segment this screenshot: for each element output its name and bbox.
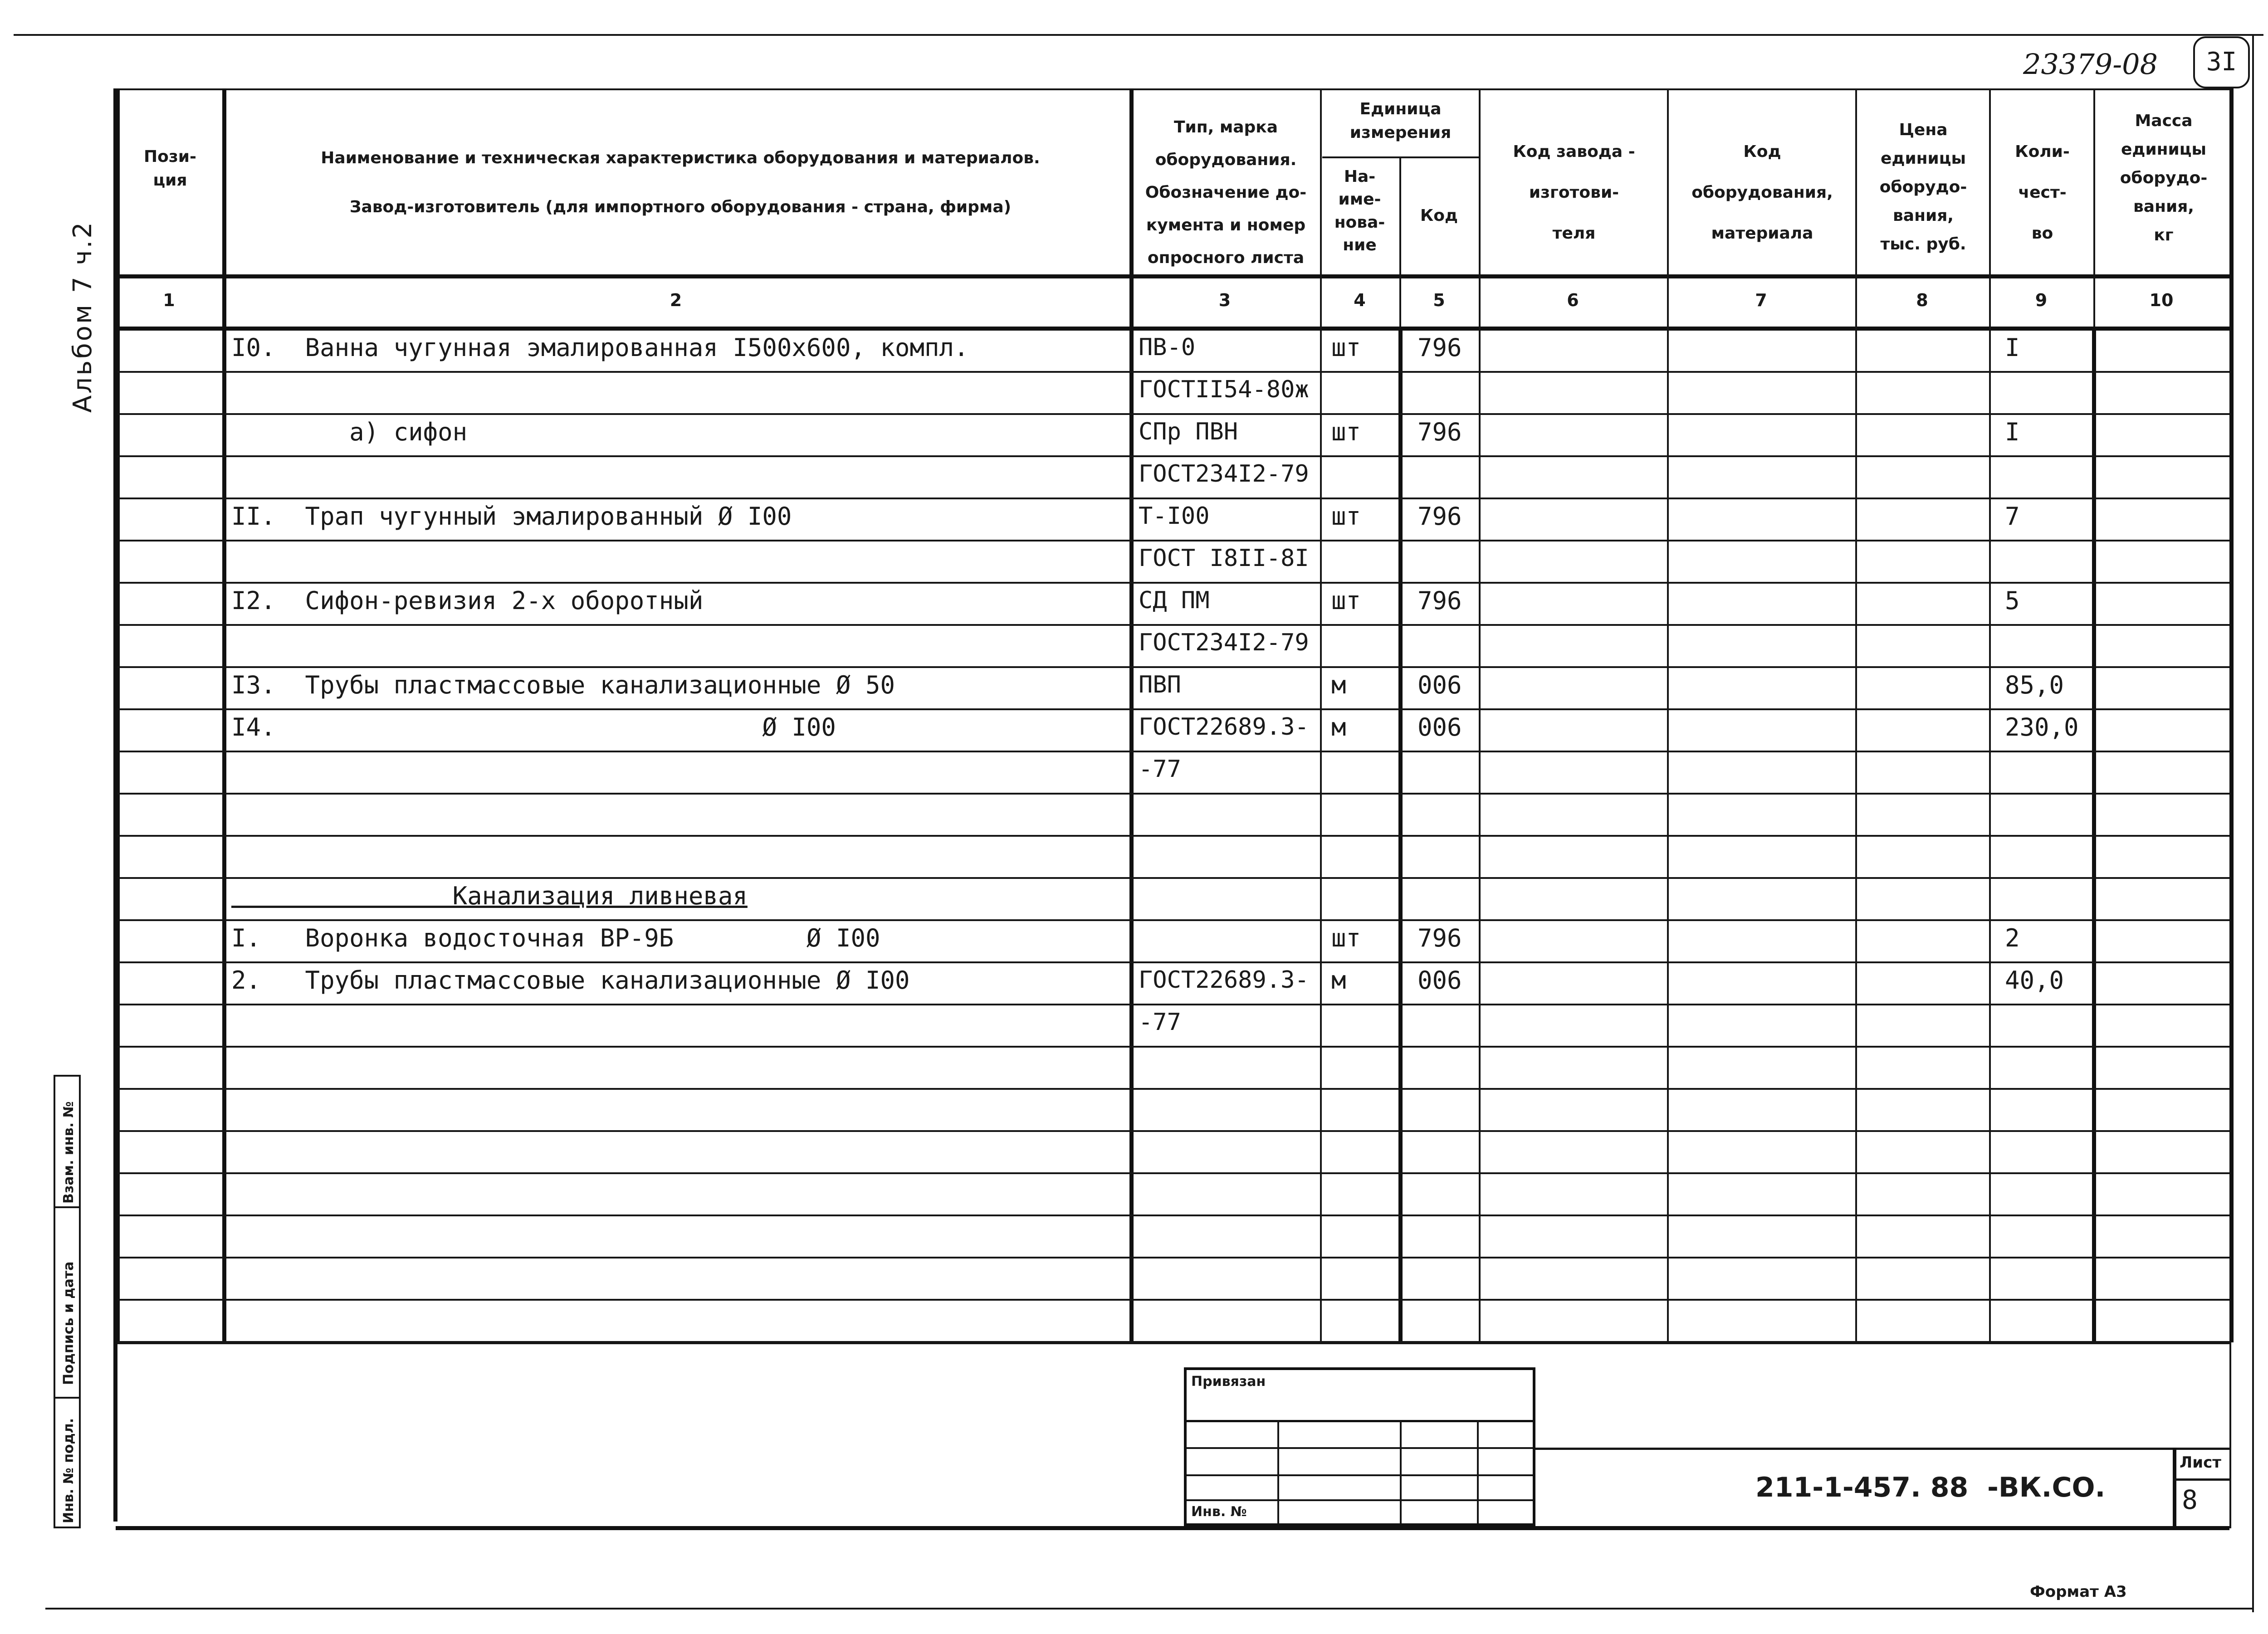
table-cell-c9: 7 [2005, 502, 2020, 531]
table-cell-c5: 006 [1418, 966, 1462, 995]
header-unit-group-text: Единица измерения [1349, 100, 1452, 142]
table-cell-c9: 5 [2005, 586, 2020, 615]
table-cell-c5: 006 [1418, 713, 1462, 741]
header-quantity [1991, 132, 2093, 254]
table-cell-c3: ПВП [1139, 671, 1181, 698]
table-cell-c2: 2. Трубы пластмассовые канализационные Ø I00 [231, 966, 910, 995]
column-number: 8 [1916, 290, 1928, 310]
column-number: 2 [670, 290, 682, 310]
table-row-line [116, 877, 2229, 879]
header-type-text: Тип, марка оборудования. Обозначение до- кумента и номер опросного листа [1145, 118, 1307, 267]
inv-label: Инв. № [1191, 1504, 1247, 1520]
header-position [120, 145, 220, 192]
header-name-text: Наименование и техническая характеристика оборудования и материалов. Завод-изготовитель (для импортного оборудования - страна, фирма) [321, 149, 1040, 216]
table-cell-c3: -77 [1139, 756, 1181, 783]
frame-bottom-border [116, 1526, 2229, 1530]
sheet-label: Лист [2180, 1454, 2221, 1472]
table-column-line [1129, 88, 1134, 1342]
table-row-line [116, 1130, 2229, 1132]
table-cell-c2: I4. Ø I00 [231, 713, 836, 741]
table-row-line [116, 371, 2229, 373]
column-number: 3 [1218, 290, 1231, 310]
unit-code-border [1398, 327, 1403, 1342]
bound-stamp-box [1184, 1367, 1535, 1526]
header-unit-code [1399, 204, 1479, 228]
header-equipment-code [1669, 132, 1855, 254]
bound-stamp-line [1187, 1474, 1533, 1476]
inventory-number: 23379-08 [2023, 48, 2158, 81]
table-row-line [116, 413, 2229, 415]
bound-label: Привязан [1191, 1374, 1266, 1390]
table-column-line [1989, 88, 1991, 1342]
header-position-text: Пози- ция [144, 147, 196, 190]
table-row-line [116, 835, 2229, 837]
header-equipment-code-text: Код оборудования, материала [1691, 142, 1833, 243]
table-cell-c9: 230,0 [2005, 713, 2079, 741]
header-unit-price-text: Цена единицы оборудо- вания, тыс. руб. [1879, 121, 1967, 254]
table-cell-c5: 006 [1418, 671, 1462, 699]
table-cell-c3: -77 [1139, 1009, 1181, 1036]
side-stamp [54, 1075, 81, 1528]
header-manufacturer-code-text: Код завода - изготови- теля [1513, 142, 1635, 243]
header-unit-name-text: На- име- нова- ние [1334, 167, 1385, 255]
table-cell-c2: II. Трап чугунный эмалированный Ø I00 [231, 502, 792, 531]
table-cell-c9: 85,0 [2005, 671, 2064, 699]
bound-stamp-col [1400, 1420, 1402, 1523]
table-cell-c4: шт [1331, 502, 1361, 531]
bound-stamp-col [1277, 1420, 1279, 1523]
table-cell-c3: Т-I00 [1139, 502, 1210, 530]
sheet-cell-divider [2173, 1478, 2230, 1481]
table-cell-c5: 796 [1418, 924, 1462, 952]
table-row-line [116, 540, 2229, 541]
column-number: 6 [1567, 290, 1579, 310]
table-cell-c3: ПВ-0 [1139, 334, 1196, 361]
table-column-line [1479, 88, 1481, 1342]
album-label-wrap [68, 220, 98, 413]
header-manufacturer-code [1481, 132, 1667, 254]
header-mass [2096, 107, 2232, 249]
bound-stamp-line [1187, 1447, 1533, 1449]
column-number: 7 [1755, 290, 1767, 310]
table-cell-c4: м [1331, 713, 1346, 741]
frame-right-lower [2229, 1342, 2231, 1528]
header-type [1132, 111, 1320, 274]
table-row-line [116, 793, 2229, 795]
side-stamp-divider [54, 1206, 81, 1208]
header-unit-price [1857, 116, 1989, 259]
table-cell-c9: I [2005, 418, 2020, 446]
table-cell-c3: ГОСТII54-80ж [1139, 376, 1309, 403]
table-top-border [116, 88, 2229, 90]
table-cell-c2: I3. Трубы пластмассовые канализационные Ø 50 [231, 671, 895, 699]
outer-right-border [2252, 34, 2254, 1612]
table-row-line [116, 1257, 2229, 1258]
table-cell-c2: а) сифон [231, 418, 468, 446]
table-row-line [116, 708, 2229, 710]
table-cell-c9: I [2005, 333, 2020, 362]
side-stamp-signature-date: Подпись и дата [61, 1261, 77, 1385]
outer-bottom-border [45, 1608, 2253, 1610]
column-number: 4 [1354, 290, 1366, 310]
table-row-line [116, 919, 2229, 921]
quantity-border [2092, 327, 2096, 1342]
page-number: 3I [2206, 47, 2237, 77]
column-number: 5 [1433, 290, 1445, 310]
table-cell-c3: ГОСТ234I2-79 [1139, 629, 1309, 656]
table-cell-c3: СПр ПВН [1139, 418, 1238, 445]
bound-stamp-line [1187, 1499, 1533, 1501]
table-cell-c3: ГОСТ234I2-79 [1139, 460, 1309, 488]
header-unit-name [1322, 166, 1397, 257]
title-block-top-line [1535, 1448, 2230, 1450]
sheet-cell-left-border [2173, 1448, 2176, 1529]
table-cell-c2: I2. Сифон-ревизия 2-х оборотный [231, 586, 704, 615]
page-number-box [2193, 36, 2250, 88]
table-row-line [116, 1088, 2229, 1090]
table-cell-c9: 2 [2005, 924, 2020, 952]
table-cell-c2: I0. Ванна чугунная эмалированная I500х600, компл. [231, 333, 969, 362]
table-cell-c3: СД ПМ [1139, 587, 1210, 614]
table-row-line [116, 498, 2229, 499]
header-mass-text: Масса единицы оборудо- вания, кг [2120, 112, 2208, 244]
side-stamp-divider [54, 1397, 81, 1399]
table-row-line [116, 624, 2229, 626]
table-cell-c9: 40,0 [2005, 966, 2064, 995]
header-bottom-border [116, 274, 2229, 278]
table-column-line [2229, 88, 2234, 1342]
table-row-line [116, 961, 2229, 963]
table-cell-c3: ГОСТ22689.3- [1139, 713, 1309, 741]
table-cell-c3: ГОСТ22689.3- [1139, 966, 1309, 994]
table-row-line [116, 455, 2229, 457]
table-cell-c4: м [1331, 966, 1346, 995]
table-column-line [1320, 88, 1322, 1342]
header-name [227, 134, 1134, 232]
outer-top-border [14, 34, 2263, 36]
format-label: Формат А3 [2030, 1583, 2127, 1601]
table-cell-c5: 796 [1418, 333, 1462, 362]
table-cell-c2: I. Воронка водосточная ВР-9Б Ø I00 [231, 924, 880, 952]
table-cell-c4: шт [1331, 418, 1361, 446]
table-row-line [116, 1046, 2229, 1048]
table-cell-c4: шт [1331, 586, 1361, 615]
header-unit-code-text: Код [1420, 206, 1458, 225]
table-column-line [222, 88, 226, 1342]
table-cell-c3: ГОСТ I8II-8I [1139, 545, 1309, 572]
column-number: 1 [163, 290, 175, 310]
table-cell-c4: м [1331, 671, 1346, 699]
table-row-line [116, 1341, 2229, 1343]
header-unit-group [1322, 98, 1479, 145]
table-row-line [116, 1215, 2229, 1216]
table-row-line [116, 666, 2229, 668]
section-heading: Канализация ливневая [231, 882, 748, 910]
table-row-line [116, 751, 2229, 752]
table-row-line [116, 1299, 2229, 1301]
side-stamp-replace-inv: Взам. инв. № [61, 1101, 77, 1204]
side-stamp-original-inv: Инв. № подл. [61, 1418, 77, 1523]
table-cell-c5: 796 [1418, 418, 1462, 446]
table-column-line [1855, 88, 1857, 1342]
header-quantity-text: Коли- чест- во [2015, 142, 2070, 243]
album-label: Альбом 7 ч.2 [68, 220, 98, 413]
sheet-number: 8 [2182, 1484, 2198, 1515]
table-cell-c4: шт [1331, 924, 1361, 952]
bound-stamp-col [1477, 1420, 1479, 1523]
document-designation: 211-1-457. 88 -ВК.СО. [1755, 1472, 2106, 1503]
table-row-line [116, 1172, 2229, 1174]
table-cell-c5: 796 [1418, 502, 1462, 531]
table-cell-c5: 796 [1418, 586, 1462, 615]
table-column-line [1667, 88, 1669, 1342]
number-row-bottom-border [116, 327, 2229, 331]
table-row-line [116, 582, 2229, 584]
column-number: 10 [2149, 290, 2174, 310]
table-row-line [116, 1004, 2229, 1005]
column-number: 9 [2035, 290, 2048, 310]
bound-stamp-line [1187, 1420, 1533, 1422]
table-cell-c4: шт [1331, 333, 1361, 362]
